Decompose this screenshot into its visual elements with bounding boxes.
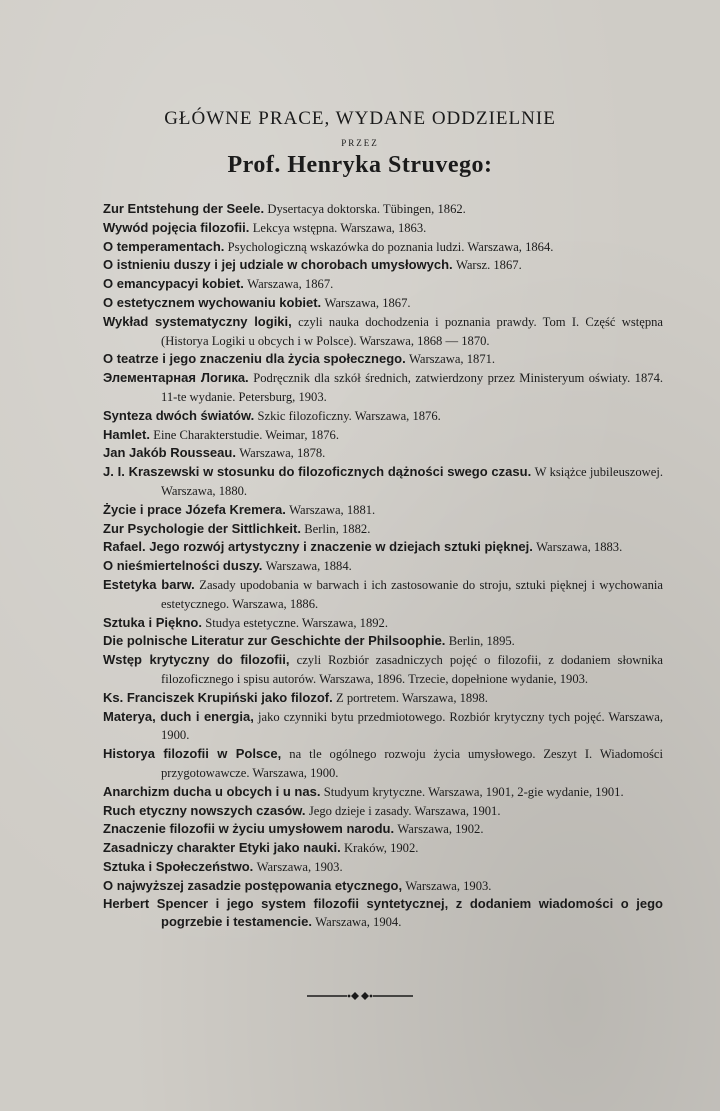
work-title: Wywód pojęcia filozofii. [103,219,250,235]
work-title: Anarchizm ducha u obcych i u nas. [103,783,321,799]
work-title: J. I. Kraszewski w stosunku do filozoficznych dążności swego czasu. [103,464,532,480]
work-entry [103,275,663,294]
work-details: Psychologiczną wskazówka do poznania ludzi. Warszawa, 1864. [227,239,554,254]
work-entry [103,820,663,839]
work-details: Dysertacya doktorska. Tübingen, 1862. [267,202,466,216]
work-entry [103,463,663,501]
work-entry [103,200,663,219]
work-details: Warszawa, 1871. [409,352,496,367]
work-title: Ks. Franciszek Krupiński jako filozof. [103,689,333,705]
work-title: Estetyka barw. [103,576,195,592]
work-title: Jan Jakób Rousseau. [103,445,236,461]
work-entry [103,238,663,257]
work-details: Studyum krytyczne. Warszawa, 1901, 2-gie wydanie, 1901. [323,784,624,799]
work-entry [103,708,663,746]
work-entry [103,256,663,275]
work-title: Materya, duch i energia, [103,708,254,724]
work-title: Ruch etyczny nowszych czasów. [103,802,306,818]
work-entry [103,651,663,689]
work-entry [103,632,663,651]
work-title: O najwyższej zasadzie postępowania etycznego, [103,877,403,893]
work-entry [103,895,663,932]
author-name: Prof. Henryka Struvego: [227,152,493,178]
work-entry [103,520,663,539]
work-title: Элементарная Логика. [103,370,249,386]
work-entry [103,557,663,576]
work-entry [103,294,663,313]
work-title: Zur Psychologie der Sittlichkeit. [103,520,301,536]
work-title: Wykład systematyczny logiki, [103,313,292,329]
work-entry [103,877,663,896]
page-title: GŁÓWNE PRACE, WYDANE ODDZIELNIE [164,108,556,129]
works-list [103,200,663,932]
work-details: Warszawa, 1903. [256,859,343,874]
work-details: Studya estetyczne. Warszawa, 1892. [205,615,388,630]
work-title: Herbert Spencer i jego system filozofii syntetycznej, z dodaniem wiadomości o jego pogrzebie i testamencie. [103,896,663,930]
work-title: Sztuka i Piękno. [103,614,202,630]
work-entry [103,538,663,557]
work-entry [103,858,663,877]
work-details: Warszawa, 1867. [247,277,334,292]
work-details: Szkic filozoficzny. Warszawa, 1876. [257,408,441,423]
work-entry [103,501,663,520]
work-title: Synteza dwóch światów. [103,407,255,423]
work-details: Warszawa, 1883. [536,540,623,555]
work-title: Zur Entstehung der Seele. [103,201,265,216]
work-details: Zasady upodobania w barwach i ich zastosowanie do stroju, sztuki pięknej i wychowania estetycznego. Warszawa, 1886. [161,577,664,611]
work-details: Warszawa, 1878. [239,446,326,461]
work-details: Warsz. 1867. [455,258,522,273]
work-details: Warszawa, 1884. [265,559,352,574]
work-details: czyli nauka dochodzenia i poznania prawdy. Tom I. Część wstępna (Historya Logiki u obcych i w Polsce). Warszawa, 1868 — 1870. [161,314,664,348]
work-title: Zasadniczy charakter Etyki jako nauki. [103,840,341,856]
work-title: O nieśmiertelności duszy. [103,558,263,574]
work-details: Berlin, 1882. [304,521,371,536]
ornament-icon [305,990,415,1002]
work-details: Podręcznik dla szkół średnich, zatwierdzony przez Ministeryum oświaty. 1874. 11-te wydanie. Petersburg, 1903. [161,371,664,404]
work-entry [103,426,663,445]
work-details: Warszawa, 1904. [315,915,402,930]
work-details: jako czynniki bytu przedmiotowego. Rozbiór krytyczny tych pojęć. Warszawa, 1900. [161,709,663,743]
work-title: Sztuka i Społeczeństwo. [103,858,254,874]
work-entry [103,219,663,238]
work-details: Warszawa, 1903. [405,878,492,893]
work-title: Rafael. Jego rozwój artystyczny i znaczenie w dziejach sztuki pięknej. [103,539,533,555]
work-details: Berlin, 1895. [448,634,515,649]
work-entry [103,444,663,463]
work-entry [103,614,663,633]
work-entry [103,802,663,821]
work-entry [103,313,663,351]
work-title: Hamlet. [103,426,150,442]
page-subtitle-przez: PRZEZ [341,138,379,148]
work-details: Warszawa, 1867. [324,295,411,310]
work-title: Historya filozofii w Polsce, [103,746,282,762]
work-entry [103,407,663,426]
work-title: O teatrze i jego znaczeniu dla życia społecznego. [103,351,406,367]
work-title: O temperamentach. [103,238,225,254]
work-title: O estetycznem wychowaniu kobiet. [103,294,322,310]
work-details: Z portretem. Warszawa, 1898. [336,690,488,705]
decorative-divider-ornament [0,990,720,1006]
work-title: O istnieniu duszy i jej udziale w chorobach umysłowych. [103,257,453,273]
work-title: O emancypacyi kobiet. [103,276,244,292]
work-entry [103,689,663,708]
work-entry [103,369,663,407]
work-details: Warszawa, 1881. [289,502,376,517]
work-details: Jego dzieje i zasady. Warszawa, 1901. [308,803,501,818]
work-details: czyli Rozbiór zasadniczych pojęć o filozofii, z dodaniem słownika filozoficznego i spisu autorów. Warszawa, 1896. Trzecie, dopełnione wydanie, 1903. [161,653,664,686]
work-details: Eine Charakterstudie. Weimar, 1876. [153,427,339,442]
work-details: Warszawa, 1902. [397,822,484,837]
work-entry [103,350,663,369]
work-details: Lekcya wstępna. Warszawa, 1863. [252,220,427,235]
work-title: Znaczenie filozofii w życiu umysłowem narodu. [103,821,395,837]
work-title: Die polnische Literatur zur Geschichte der Philsoophie. [103,633,446,649]
work-entry [103,839,663,858]
work-title: Wstęp krytyczny do filozofii, [103,652,290,668]
work-details: na tle ogólnego rozwoju życia umysłowego. Zeszyt I. Wiadomości przygotowawcze. Warszawa, 1900. [161,747,663,780]
work-entry [103,783,663,802]
work-details: W książce jubileuszowej. Warszawa, 1880. [161,465,664,498]
work-details: Kraków, 1902. [344,841,419,856]
work-title: Życie i prace Józefa Kremera. [103,501,286,517]
work-entry [103,745,663,783]
work-entry [103,576,663,614]
